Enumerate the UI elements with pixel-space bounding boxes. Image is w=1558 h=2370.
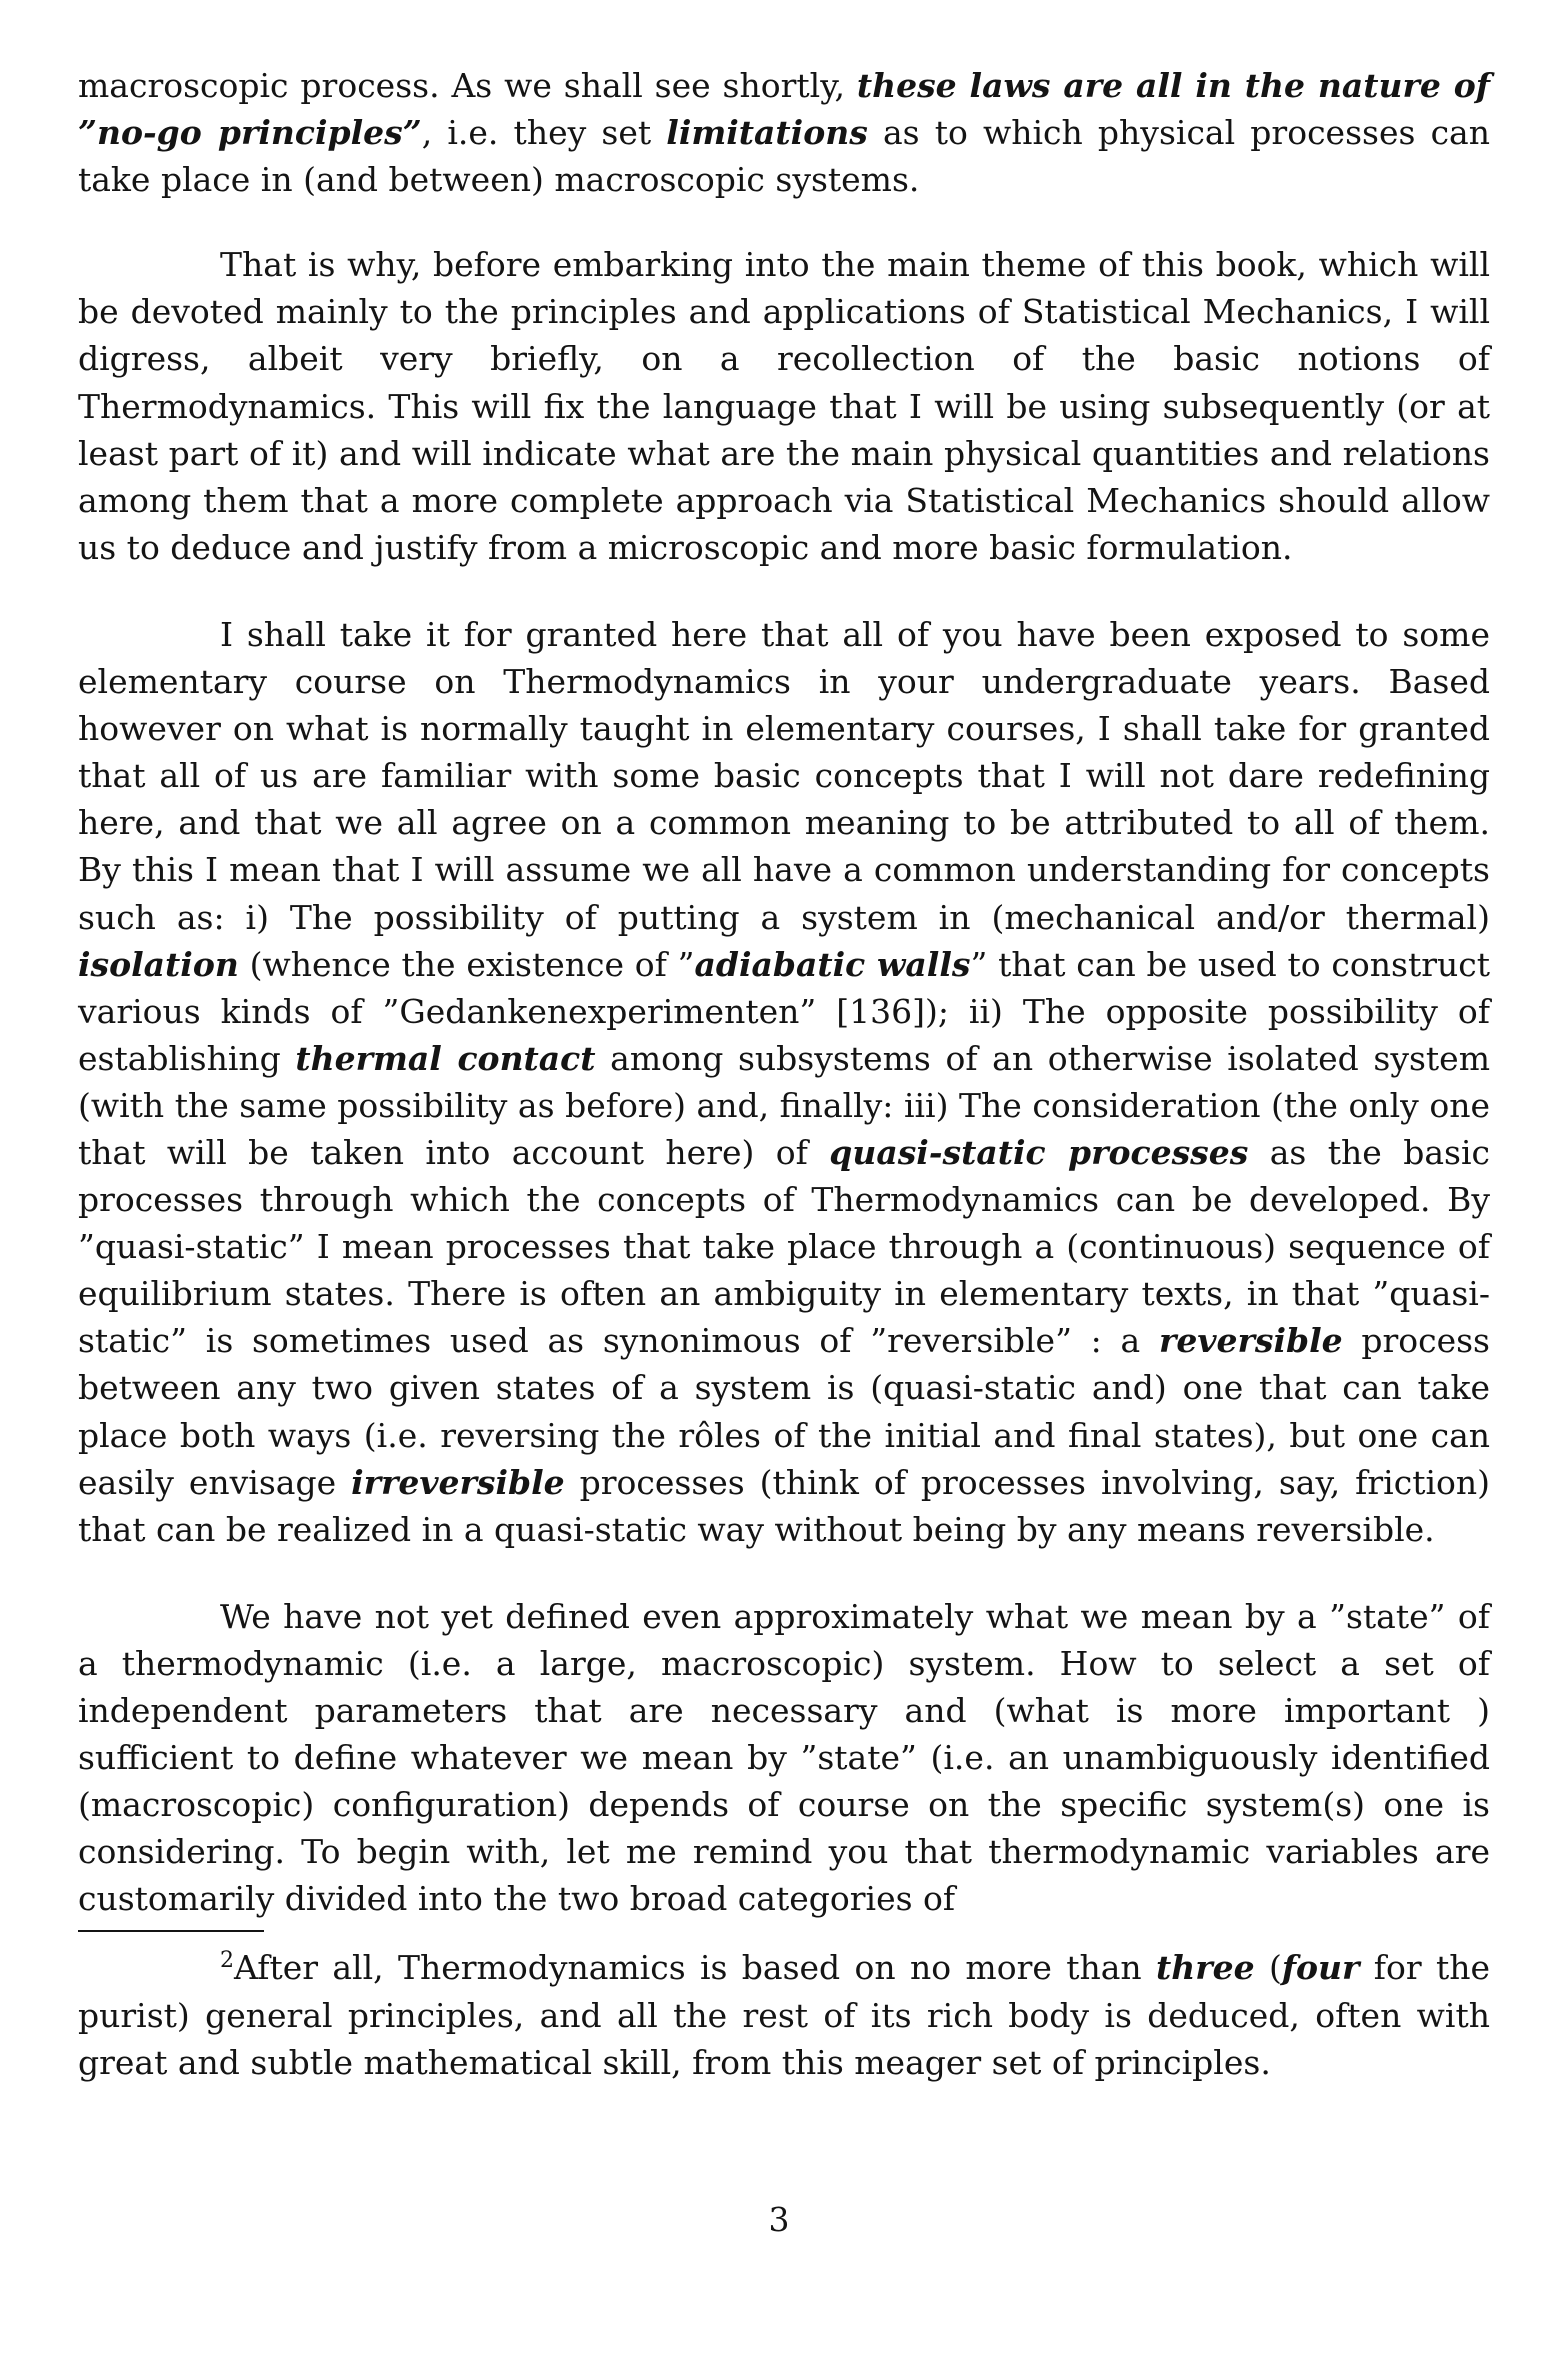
emphasis-limitations: limitations: [666, 113, 868, 153]
emphasis-quasi-static-processes: quasi-static processes: [829, 1132, 1249, 1172]
text-run: (whence the existence of ”: [238, 944, 695, 984]
text-run: We have not yet defined even approximately what we mean by a ”state” of a thermodynamic (i.e. a large, macroscopic) system. How to select a set of independent parameters that are necessary and (what is more important ) sufficient to define whatever we mean by ”state” (i.e. an unambiguously identified (macroscopic) configuration) depends of course on the specific system(s) one is considering. To begin with, let me remind you that thermodynamic variables are customarily divided into the two broad categories of: [78, 1596, 1490, 1919]
page-number: 3: [768, 2200, 790, 2239]
paragraph-2: [78, 241, 1490, 571]
text-run: processes (think of processes involving, say, friction) that can be realized in a quasi-static way without being by any means reversible.: [78, 1462, 1490, 1549]
text-run: for the purist) general principles, and all the rest of its rich body is deduced, often with great and subtle mathematical skill, from this meager set of principles.: [78, 1948, 1490, 2082]
page-body: [78, 62, 1490, 2086]
emphasis-thermal-contact: thermal contact: [295, 1038, 596, 1078]
emphasis-three: three: [1155, 1948, 1255, 1988]
text-run: I shall take it for granted here that all of you have been exposed to some elementary course on Thermodynamics in your undergraduate years. Based however on what is normally taught in elementary courses, I shall take for granted that all of us are familiar with some basic concepts that I will not dare redefining here, and that we all agree on a common meaning to be attributed to all of them. By this I mean that I will assume we all have a common understanding for concepts such as: i) The possibility of putting a system in (mechanical and/or thermal): [78, 614, 1490, 937]
emphasis-irreversible: irreversible: [351, 1462, 565, 1502]
text-run: (: [1254, 1948, 1282, 1988]
footnote-divider: [78, 1930, 264, 1932]
footnote: [78, 1944, 1490, 2085]
emphasis-no-go-principles: these laws are all in the nature of ”no-go principles”: [78, 66, 1490, 153]
emphasis-adiabatic-walls: adiabatic walls: [694, 944, 971, 984]
emphasis-reversible: reversible: [1158, 1321, 1343, 1361]
text-run: ” that can be used to construct various kinds of ”Gedankenexperimenten” [136]); ii) The opposite possibility of establishing: [78, 944, 1490, 1078]
paragraph-1: [78, 62, 1490, 203]
footnote-mark: 2: [220, 1948, 234, 1974]
paragraph-3: [78, 611, 1490, 1553]
emphasis-four: four: [1281, 1948, 1360, 1988]
text-run: as to which physical processes can take place in (and between) macroscopic systems.: [78, 113, 1490, 200]
text-run: After all, Thermodynamics is based on no more than: [234, 1948, 1156, 1988]
text-run: process between any two given states of a system is (quasi-static and) one that can take place both ways (i.e. reversing the rôles of the initial and final states), but one can easily envisage: [78, 1321, 1490, 1502]
text-run: as the basic processes through which the concepts of Thermodynamics can be developed. By ”quasi-static” I mean processes that take place through a (continuous) sequence of equilibrium states. There is often an ambiguity in elementary texts, in that ”quasi-static” is sometimes used as synonimous of ”reversible” : a: [78, 1132, 1490, 1361]
text-run: among subsystems of an otherwise isolated system (with the same possibility as before) and, finally: iii) The consideration (the only one that will be taken into account here) of: [78, 1038, 1490, 1172]
text-run: macroscopic process. As we shall see shortly,: [78, 66, 857, 105]
emphasis-isolation: isolation: [78, 944, 239, 984]
paragraph-4: [78, 1593, 1490, 1923]
text-run: , i.e. they set: [421, 113, 667, 153]
text-run: That is why, before embarking into the main theme of this book, which will be devoted mainly to the principles and applications of Statistical Mechanics, I will digress, albeit very briefly, on a recollection of the basic notions of Thermodynamics. This will fix the language that I will be using subsequently (or at least part of it) and will indicate what are the main physical quantities and relations among them that a more complete approach via Statistical Mechanics should allow us to deduce and justify from a microscopic and more basic formulation.: [78, 245, 1490, 567]
